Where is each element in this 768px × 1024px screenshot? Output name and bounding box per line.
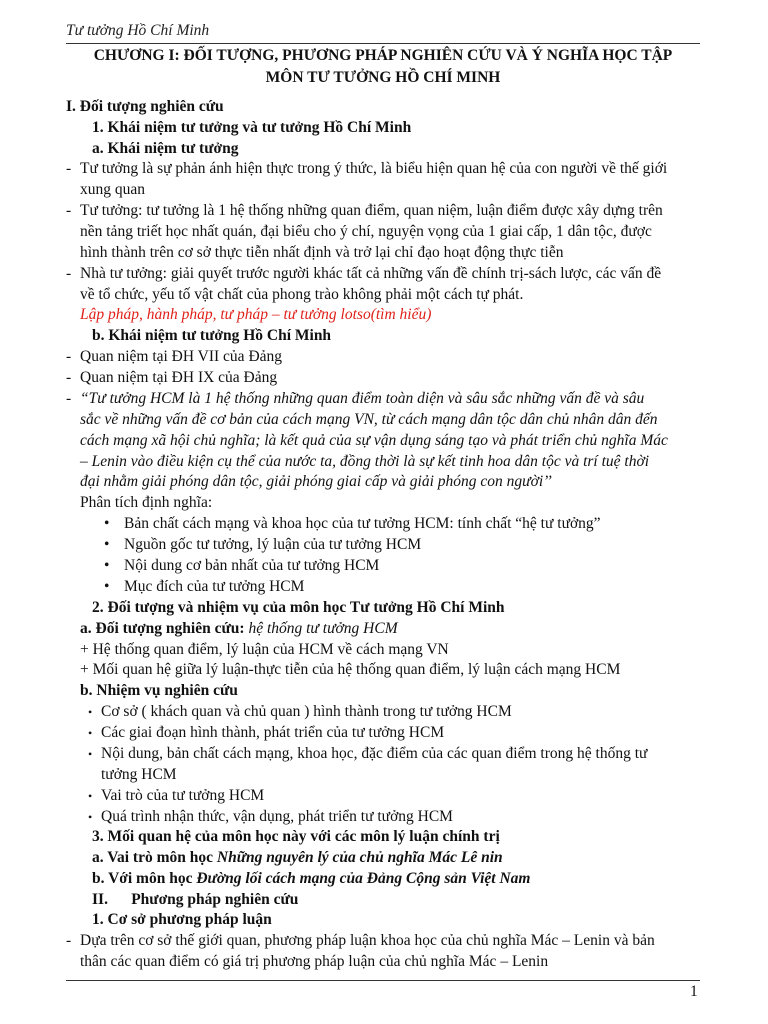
bullet-marker: •: [88, 810, 93, 824]
quote-line: cách mạng xã hội chủ nghĩa; là kết quả của sự vận dụng sáng tạo và phát triển chủ nghĩa Mác: [80, 432, 668, 449]
dash-marker: -: [66, 160, 72, 177]
item-heading-label: b. Với môn học: [92, 870, 197, 887]
bullet-item: Nguồn gốc tư tưởng, lý luận của tư tưởng HCM: [124, 536, 422, 553]
bullet-item: Nội dung, bản chất cách mạng, khoa học, đặc điểm của các quan điểm trong hệ thống tư: [101, 745, 648, 762]
subsection-heading: 3. Mối quan hệ của môn học này với các môn lý luận chính trị: [92, 828, 500, 845]
dash-marker: -: [66, 390, 72, 407]
paragraph-line: hình thành trên cơ sở thực tiễn nhất định và trở lại chỉ đạo hoạt động thực tiễn: [80, 244, 564, 261]
chapter-title-line-2: MÔN TƯ TƯỞNG HỒ CHÍ MINH: [265, 69, 501, 86]
paragraph-line: Nhà tư tưởng: giải quyết trước người khác tất cả những vấn đề chính trị-sách lược, các vấn đề: [80, 265, 662, 282]
item-heading: [80, 619, 398, 640]
quote-line: đại nhằm giải phóng dân tộc, giải phóng giai cấp và giải phóng con người’’: [80, 473, 552, 490]
paragraph-line: nền tảng triết học nhất quán, đại biểu cho ý chí, nguyện vọng của 1 giai cấp, 1 dân tộc, được: [80, 223, 652, 240]
bullet-item: Mục đích của tư tưởng HCM: [124, 578, 305, 595]
plus-item: + Hệ thống quan điểm, lý luận của HCM về cách mạng VN: [80, 641, 449, 658]
item-heading: [92, 848, 503, 869]
dash-marker: -: [66, 369, 72, 386]
running-header: Tư tưởng Hồ Chí Minh: [66, 22, 210, 39]
bullet-marker: •: [104, 578, 110, 595]
subsection-heading: 1. Khái niệm tư tưởng và tư tưởng Hồ Chí Minh: [92, 119, 412, 136]
quote-line: sắc về những vấn đề cơ bản của cách mạng VN, từ cách mạng dân tộc dân chủ nhân dân đến: [80, 411, 658, 428]
item-heading-value: Đường lối cách mạng của Đảng Cộng sản Việt Nam: [196, 870, 531, 887]
chapter-title-line-1: CHƯƠNG I: ĐỐI TƯỢNG, PHƯƠNG PHÁP NGHIÊN CỨU VÀ Ý NGHĨA HỌC TẬP: [93, 47, 673, 64]
paragraph-line: thân các quan điểm có giá trị phương pháp luận của chủ nghĩa Mác – Lenin: [80, 953, 549, 970]
bullet-item: Vai trò của tư tưởng HCM: [101, 787, 265, 804]
item-heading: b. Khái niệm tư tưởng Hồ Chí Minh: [92, 327, 332, 344]
paragraph-line: Quan niệm tại ĐH IX của Đảng: [80, 369, 278, 386]
page-number: 1: [690, 983, 698, 1000]
bullet-marker: •: [88, 705, 93, 719]
paragraph-line: Tư tưởng là sự phản ánh hiện thực trong ý thức, là biểu hiện quan hệ của con người về thế giới: [80, 160, 668, 177]
header-rule: [66, 43, 700, 44]
quote-line: “Tư tưởng HCM là 1 hệ thống những quan điểm toàn diện và sâu sắc những vấn đề và sâu: [80, 390, 645, 407]
item-heading: b. Nhiệm vụ nghiên cứu: [80, 682, 238, 699]
bullet-marker: •: [104, 536, 110, 553]
plus-item: + Mối quan hệ giữa lý luận-thực tiễn của hệ thống quan điểm, lý luận cách mạng HCM: [80, 661, 621, 678]
dash-marker: -: [66, 348, 72, 365]
bullet-item: Nội dung cơ bản nhất của tư tưởng HCM: [124, 557, 380, 574]
bullet-item: Bản chất cách mạng và khoa học của tư tưởng HCM: tính chất “hệ tư tưởng”: [124, 515, 601, 532]
subsection-heading: 2. Đối tượng và nhiệm vụ của môn học Tư tưởng Hồ Chí Minh: [92, 599, 505, 616]
bullet-marker: •: [104, 557, 110, 574]
chapter-title: [66, 45, 700, 89]
bullet-marker: •: [88, 747, 93, 761]
paragraph-line: Phân tích định nghĩa:: [80, 494, 213, 511]
bullet-marker: •: [88, 789, 93, 803]
bullet-item: Quá trình nhận thức, vận dụng, phát triển tư tưởng HCM: [101, 808, 453, 825]
footer-rule: [66, 980, 700, 981]
paragraph-line: Quan niệm tại ĐH VII của Đảng: [80, 348, 283, 365]
section-heading: II. Phương pháp nghiên cứu: [92, 891, 299, 908]
dash-marker: -: [66, 265, 72, 282]
quote-line: – Lenin vào điều kiện cụ thể của nước ta, đồng thời là sự kết tinh hoa dân tộc và trí tuệ thời: [80, 453, 650, 470]
paragraph-line: Dựa trên cơ sở thế giới quan, phương pháp luận khoa học của chủ nghĩa Mác – Lenin và bản: [80, 932, 655, 949]
section-heading: I. Đối tượng nghiên cứu: [66, 98, 224, 115]
bullet-marker: •: [104, 515, 110, 532]
dash-marker: -: [66, 202, 72, 219]
item-heading-label: a. Vai trò môn học: [92, 849, 217, 866]
item-heading: [92, 869, 530, 890]
item-heading-value: hệ thống tư tưởng HCM: [244, 620, 398, 637]
item-heading-value: Những nguyên lý của chủ nghĩa Mác Lê nin: [216, 849, 503, 866]
item-heading: a. Khái niệm tư tưởng: [92, 140, 239, 157]
red-note: Lập pháp, hành pháp, tư pháp – tư tưởng lotso(tìm hiểu): [80, 306, 432, 323]
bullet-item: Các giai đoạn hình thành, phát triển của tư tưởng HCM: [101, 724, 445, 741]
paragraph-line: về tổ chức, yếu tố vật chất của phong trào không phải một cách tự phát.: [80, 286, 524, 303]
dash-marker: -: [66, 932, 72, 949]
bullet-marker: •: [88, 726, 93, 740]
paragraph-line: xung quan: [80, 181, 146, 198]
subsection-heading: 1. Cơ sở phương pháp luận: [92, 911, 272, 928]
bullet-item: Cơ sở ( khách quan và chủ quan ) hình thành trong tư tưởng HCM: [101, 703, 512, 720]
item-heading-label: a. Đối tượng nghiên cứu:: [80, 620, 245, 637]
paragraph-line: Tư tưởng: tư tưởng là 1 hệ thống những quan điểm, quan niệm, luận điểm được xây dựng trên: [80, 202, 663, 219]
bullet-item: tưởng HCM: [101, 766, 177, 783]
